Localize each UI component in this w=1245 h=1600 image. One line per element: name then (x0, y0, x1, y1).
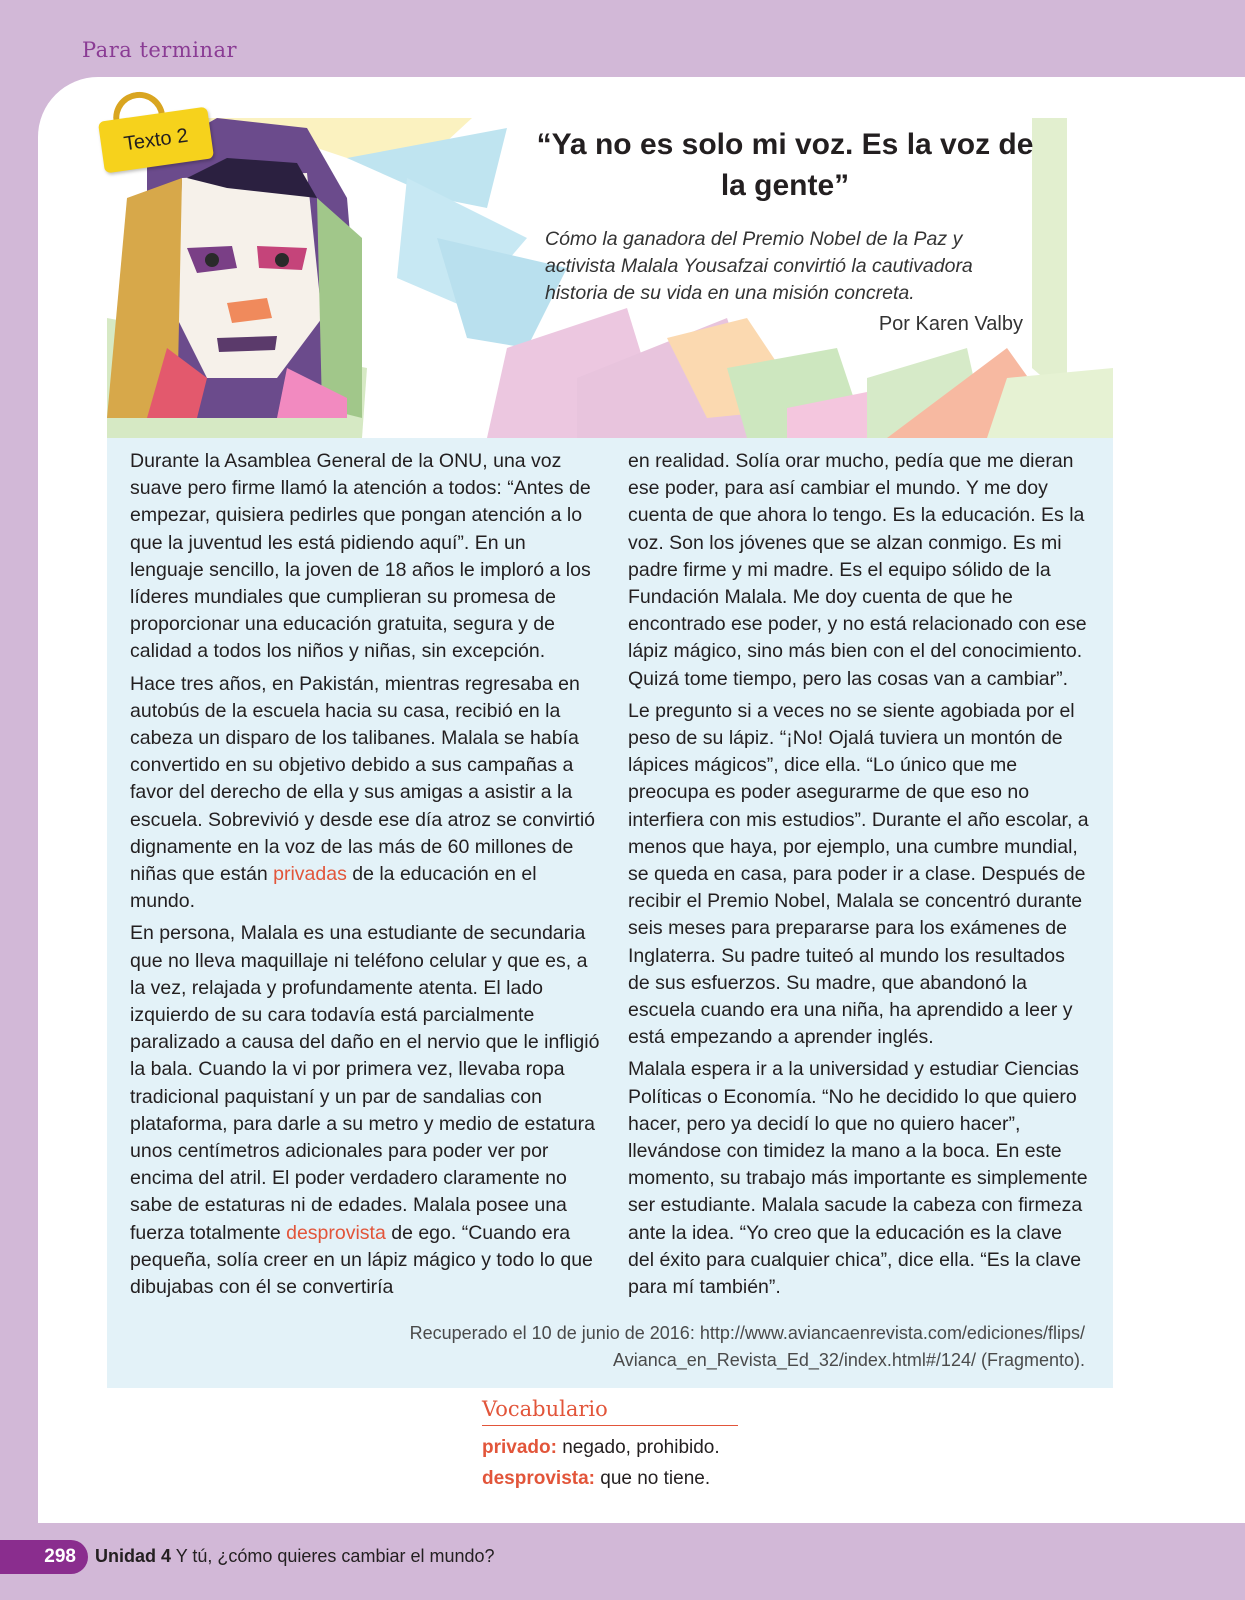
vocabulary-item (482, 1468, 710, 1490)
vocab-highlight-desprovista: desprovista (286, 1221, 386, 1244)
paragraph: Le pregunto si a veces no se siente agobiada por el peso de su lápiz. “¡No! Ojalá tuviera un montón de lápices mágicos”, dice ella. “Lo único que me preocupa es poder asegurarme de que eso no interfiera con mis estudios”. Durante el año escolar, a menos que haya, por ejemplo, una cumbre mundial, se queda en casa, para poder ir a clase. Después de recibir el Premio Nobel, Malala se concentró durante seis meses para prepararse para los exámenes de Inglaterra. Su padre tuiteó al mundo los resultados de sus esfuerzos. Su madre, que abandonó la escuela cuando era una niña, ha aprendido a leer y está empezando a aprender inglés. (628, 699, 1089, 1049)
paragraph: en realidad. Solía orar mucho, pedía que me dieran ese poder, para así cambiar el mundo. Y me doy cuenta de que ahora lo tengo. Es la educación. Es la voz. Son los jóvenes que se alzan conmigo. Es mi padre firme y mi madre. Es el equipo sólido de la Fundación Malala. Me doy cuenta de que he encontrado ese poder, y no está relacionado con ese lápiz mágico, sino más bien con el del conocimiento. Quizá tome tiempo, pero las cosas van a cambiar”. (628, 450, 1087, 690)
source-citation (360, 1320, 1085, 1374)
paragraph: En persona, Malala es una estudiante de secundaria que no lleva maquillaje ni teléfono celular y que es, a la vez, relajada y profundamente atenta. El lado izquierdo de su cara todavía está parcialmente paralizado a causa del daño en el nervio que le infligió la bala. Cuando la vi por primera vez, llevaba ropa tradicional paquistaní y un par de sandalias con plataforma, para darle a su metro y medio de estatura unos centímetros adicionales para poder ver por encima del atril. El poder verdadero claramente no sabe de estaturas ni de edades. Malala posee una fuerza totalmente desprovista de ego. “Cuando era pequeña, solía creer en un lápiz mágico y todo lo que dibujabas con él se convertiría (130, 922, 600, 1299)
paragraph: Malala espera ir a la universidad y estudiar Ciencias Políticas o Economía. “No he decidido lo que quiero hacer, pero ya decidí lo que no quiero hacer”, llevándose con timidez la mano a la boca. En este momento, su trabajo más importante es simplemente ser estudiante. Malala sacude la cabeza con firmeza ante la idea. “Yo creo que la educación es la clave del éxito para cualquier chica”, dice ella. “Es la clave para mí también”. (628, 1058, 1088, 1299)
vocab-highlight-privadas: privadas (273, 863, 347, 886)
vocabulary-term: desprovista: (482, 1468, 595, 1489)
paragraph: Hace tres años, en Pakistán, mientras regresaba en autobús de la escuela hacia su casa, recibió en la cabeza un disparo de los talibanes. Malala se había convertido en su objetivo debido a sus campañas a favor del derecho de ella y sus amigas a asistir a la escuela. Sobrevivió y desde ese día atroz se convirtió dignamente en la voz de las más de 60 millones de niñas que están privadas de la educación en el mundo. (130, 672, 596, 913)
vocabulary-definition: negado, prohibido. (556, 1437, 720, 1458)
vocabulary-item (482, 1437, 720, 1459)
vocabulary-term: privado: (482, 1437, 557, 1458)
section-label: Para terminar (82, 38, 238, 62)
unit-label: Unidad 4 Y tú, ¿cómo quieres cambiar el mundo? (95, 1546, 495, 1566)
source-line: Recuperado el 10 de junio de 2016: http://www.aviancaenrevista.com/ediciones/flips/ (409, 1323, 1085, 1343)
article-subtitle: Cómo la ganadora del Premio Nobel de la Paz y activista Malala Yousafzai convirtió la cautivadora historia de su vida en una misión concreta. (545, 228, 973, 304)
article-author: Por Karen Valby (878, 313, 1023, 335)
vocabulary-title: Vocabulario (482, 1397, 738, 1426)
left-decor-strip (0, 150, 14, 805)
source-line: Avianca_en_Revista_Ed_32/index.html#/124/ (Fragmento). (613, 1350, 1085, 1370)
text-tag: Texto 2 (98, 107, 214, 174)
article-title: “Ya no es solo mi voz. Es la voz de la gente” (536, 128, 1034, 202)
article-column-right (628, 448, 1090, 1306)
page-number: 298 (0, 1540, 88, 1574)
article-column-left (130, 448, 600, 1306)
page-footer (0, 1540, 1245, 1574)
paragraph: Durante la Asamblea General de la ONU, una voz suave pero firme llamó la atención a todos: “Antes de empezar, quisiera pedirles que pongan atención a lo que la juventud les está pidiendo aquí”. En un lenguaje sencillo, la joven de 18 años le imploró a los líderes mundiales que cumplieran su promesa de proporcionar una educación gratuita, segura y de calidad a todos los niños y niñas, sin excepción. (130, 450, 591, 663)
vocabulary-definition: que no tiene. (594, 1468, 711, 1489)
